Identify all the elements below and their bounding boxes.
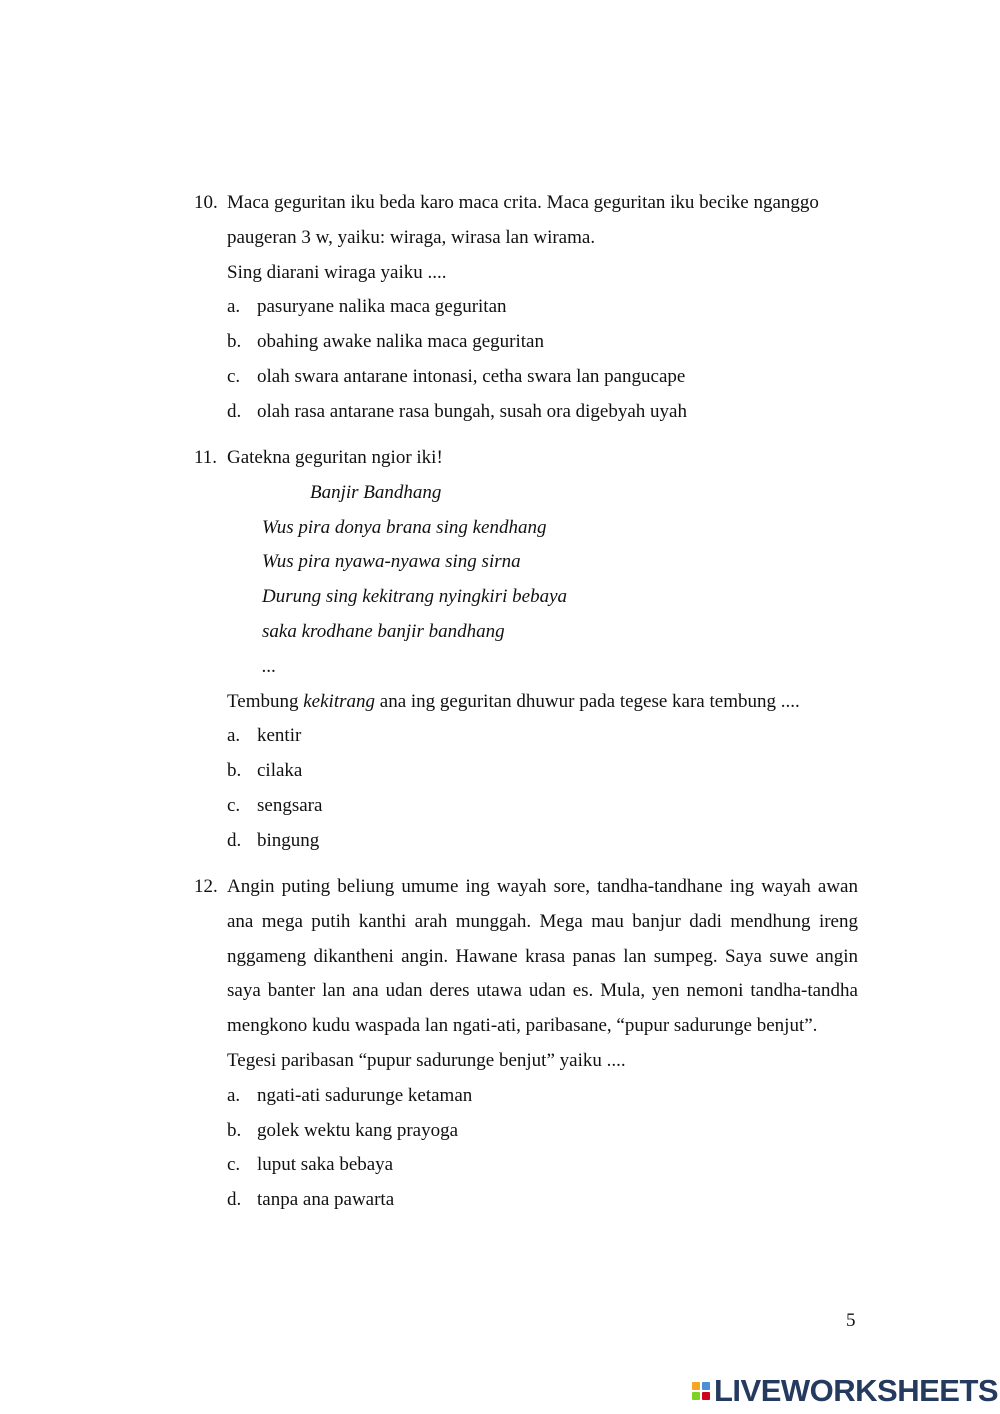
poem-title: Banjir Bandhang: [310, 481, 442, 503]
option-letter: d.: [227, 829, 242, 851]
question-text-line: paugeran 3 w, yaiku: wiraga, wirasa lan wirama.: [227, 226, 596, 248]
option-letter: b.: [227, 760, 242, 782]
option-text: ngati-ati sadurunge ketaman: [257, 1084, 473, 1106]
poem-line: Wus pira nyawa-nyawa sing sirna: [262, 551, 521, 573]
option-text: tanpa ana pawarta: [257, 1189, 395, 1211]
answer-option-b[interactable]: [227, 754, 858, 789]
option-letter: c.: [227, 1154, 241, 1176]
liveworksheets-logo: [692, 1374, 998, 1408]
question-12: [194, 870, 858, 1218]
logo-icon: [692, 1382, 710, 1400]
answer-option-b[interactable]: [227, 1114, 858, 1149]
option-letter: b.: [227, 331, 242, 353]
option-letter: b.: [227, 1119, 242, 1141]
question-prompt: Sing diarani wiraga yaiku ....: [227, 261, 447, 283]
answer-option-d[interactable]: [227, 824, 858, 859]
answer-option-a[interactable]: [227, 290, 858, 325]
option-letter: a.: [227, 1084, 241, 1106]
prompt-text: ana ing geguritan dhuwur pada tegese kara tembung ....: [375, 690, 800, 712]
option-letter: d.: [227, 400, 242, 422]
answer-option-c[interactable]: [227, 1148, 858, 1183]
poem-line: Wus pira donya brana sing kendhang: [262, 516, 547, 538]
poem: [262, 476, 858, 685]
option-text: olah swara antarane intonasi, cetha swara lan pangucape: [257, 365, 686, 387]
option-text: cilaka: [257, 760, 303, 782]
question-paragraph: Angin puting beliung umume ing wayah sore, tandha-tandhane ing wayah awan ana mega putih kanthi arah munggah. Mega mau banjur dadi mendhung ireng nggameng dikantheni angin. Hawane krasa panas lan sumpeg. Saya suwe angin saya banter lan ana udan deres utawa udan es. Mula, yen nemoni tandha-tandha mengkono kudu waspada lan ngati-ati, paribasane, “pupur sadurunge benjut”.: [227, 876, 858, 1037]
question-number: 12.: [194, 876, 218, 897]
answer-option-b[interactable]: [227, 325, 858, 360]
option-text: golek wektu kang prayoga: [257, 1119, 459, 1141]
poem-ellipsis: ...: [262, 655, 277, 677]
question-number: 11.: [194, 447, 218, 468]
page-number: 5: [846, 1310, 856, 1331]
option-text: sengsara: [257, 794, 323, 816]
option-text: luput saka bebaya: [257, 1154, 394, 1176]
option-text: bingung: [257, 829, 320, 851]
question-prompt: Tegesi paribasan “pupur sadurunge benjut” yaiku ....: [227, 1049, 626, 1071]
option-letter: d.: [227, 1189, 242, 1211]
logo-square: [702, 1382, 710, 1390]
question-10: [194, 186, 858, 430]
option-text: olah rasa antarane rasa bungah, susah ora digebyah uyah: [257, 400, 687, 422]
answer-option-c[interactable]: [227, 789, 858, 824]
answer-option-c[interactable]: [227, 360, 858, 395]
answer-option-a[interactable]: [227, 1079, 858, 1114]
question-intro: Gatekna geguritan ngior iki!: [227, 447, 443, 468]
option-letter: a.: [227, 296, 241, 318]
poem-line: saka krodhane banjir bandhang: [262, 620, 505, 642]
prompt-emphasis: kekitrang: [303, 690, 376, 712]
prompt-text: Tembung: [227, 690, 304, 712]
question-prompt: [227, 685, 858, 720]
option-text: pasuryane nalika maca geguritan: [257, 296, 507, 318]
question-text-line: Maca geguritan iku beda karo maca crita. Maca geguritan iku becike nganggo: [227, 192, 819, 213]
option-letter: c.: [227, 365, 241, 387]
logo-square: [702, 1392, 710, 1400]
question-11: [194, 441, 858, 859]
logo-square: [692, 1382, 700, 1390]
option-text: obahing awake nalika maca geguritan: [257, 331, 544, 353]
poem-line: Durung sing kekitrang nyingkiri bebaya: [262, 586, 568, 608]
brand-name: LIVEWORKSHEETS: [714, 1373, 999, 1408]
question-number: 10.: [194, 192, 218, 213]
answer-option-d[interactable]: [227, 1183, 858, 1218]
logo-square: [692, 1392, 700, 1400]
option-letter: c.: [227, 794, 241, 816]
option-text: kentir: [257, 725, 302, 747]
answer-option-a[interactable]: [227, 719, 858, 754]
option-letter: a.: [227, 725, 241, 747]
answer-option-d[interactable]: [227, 395, 858, 430]
